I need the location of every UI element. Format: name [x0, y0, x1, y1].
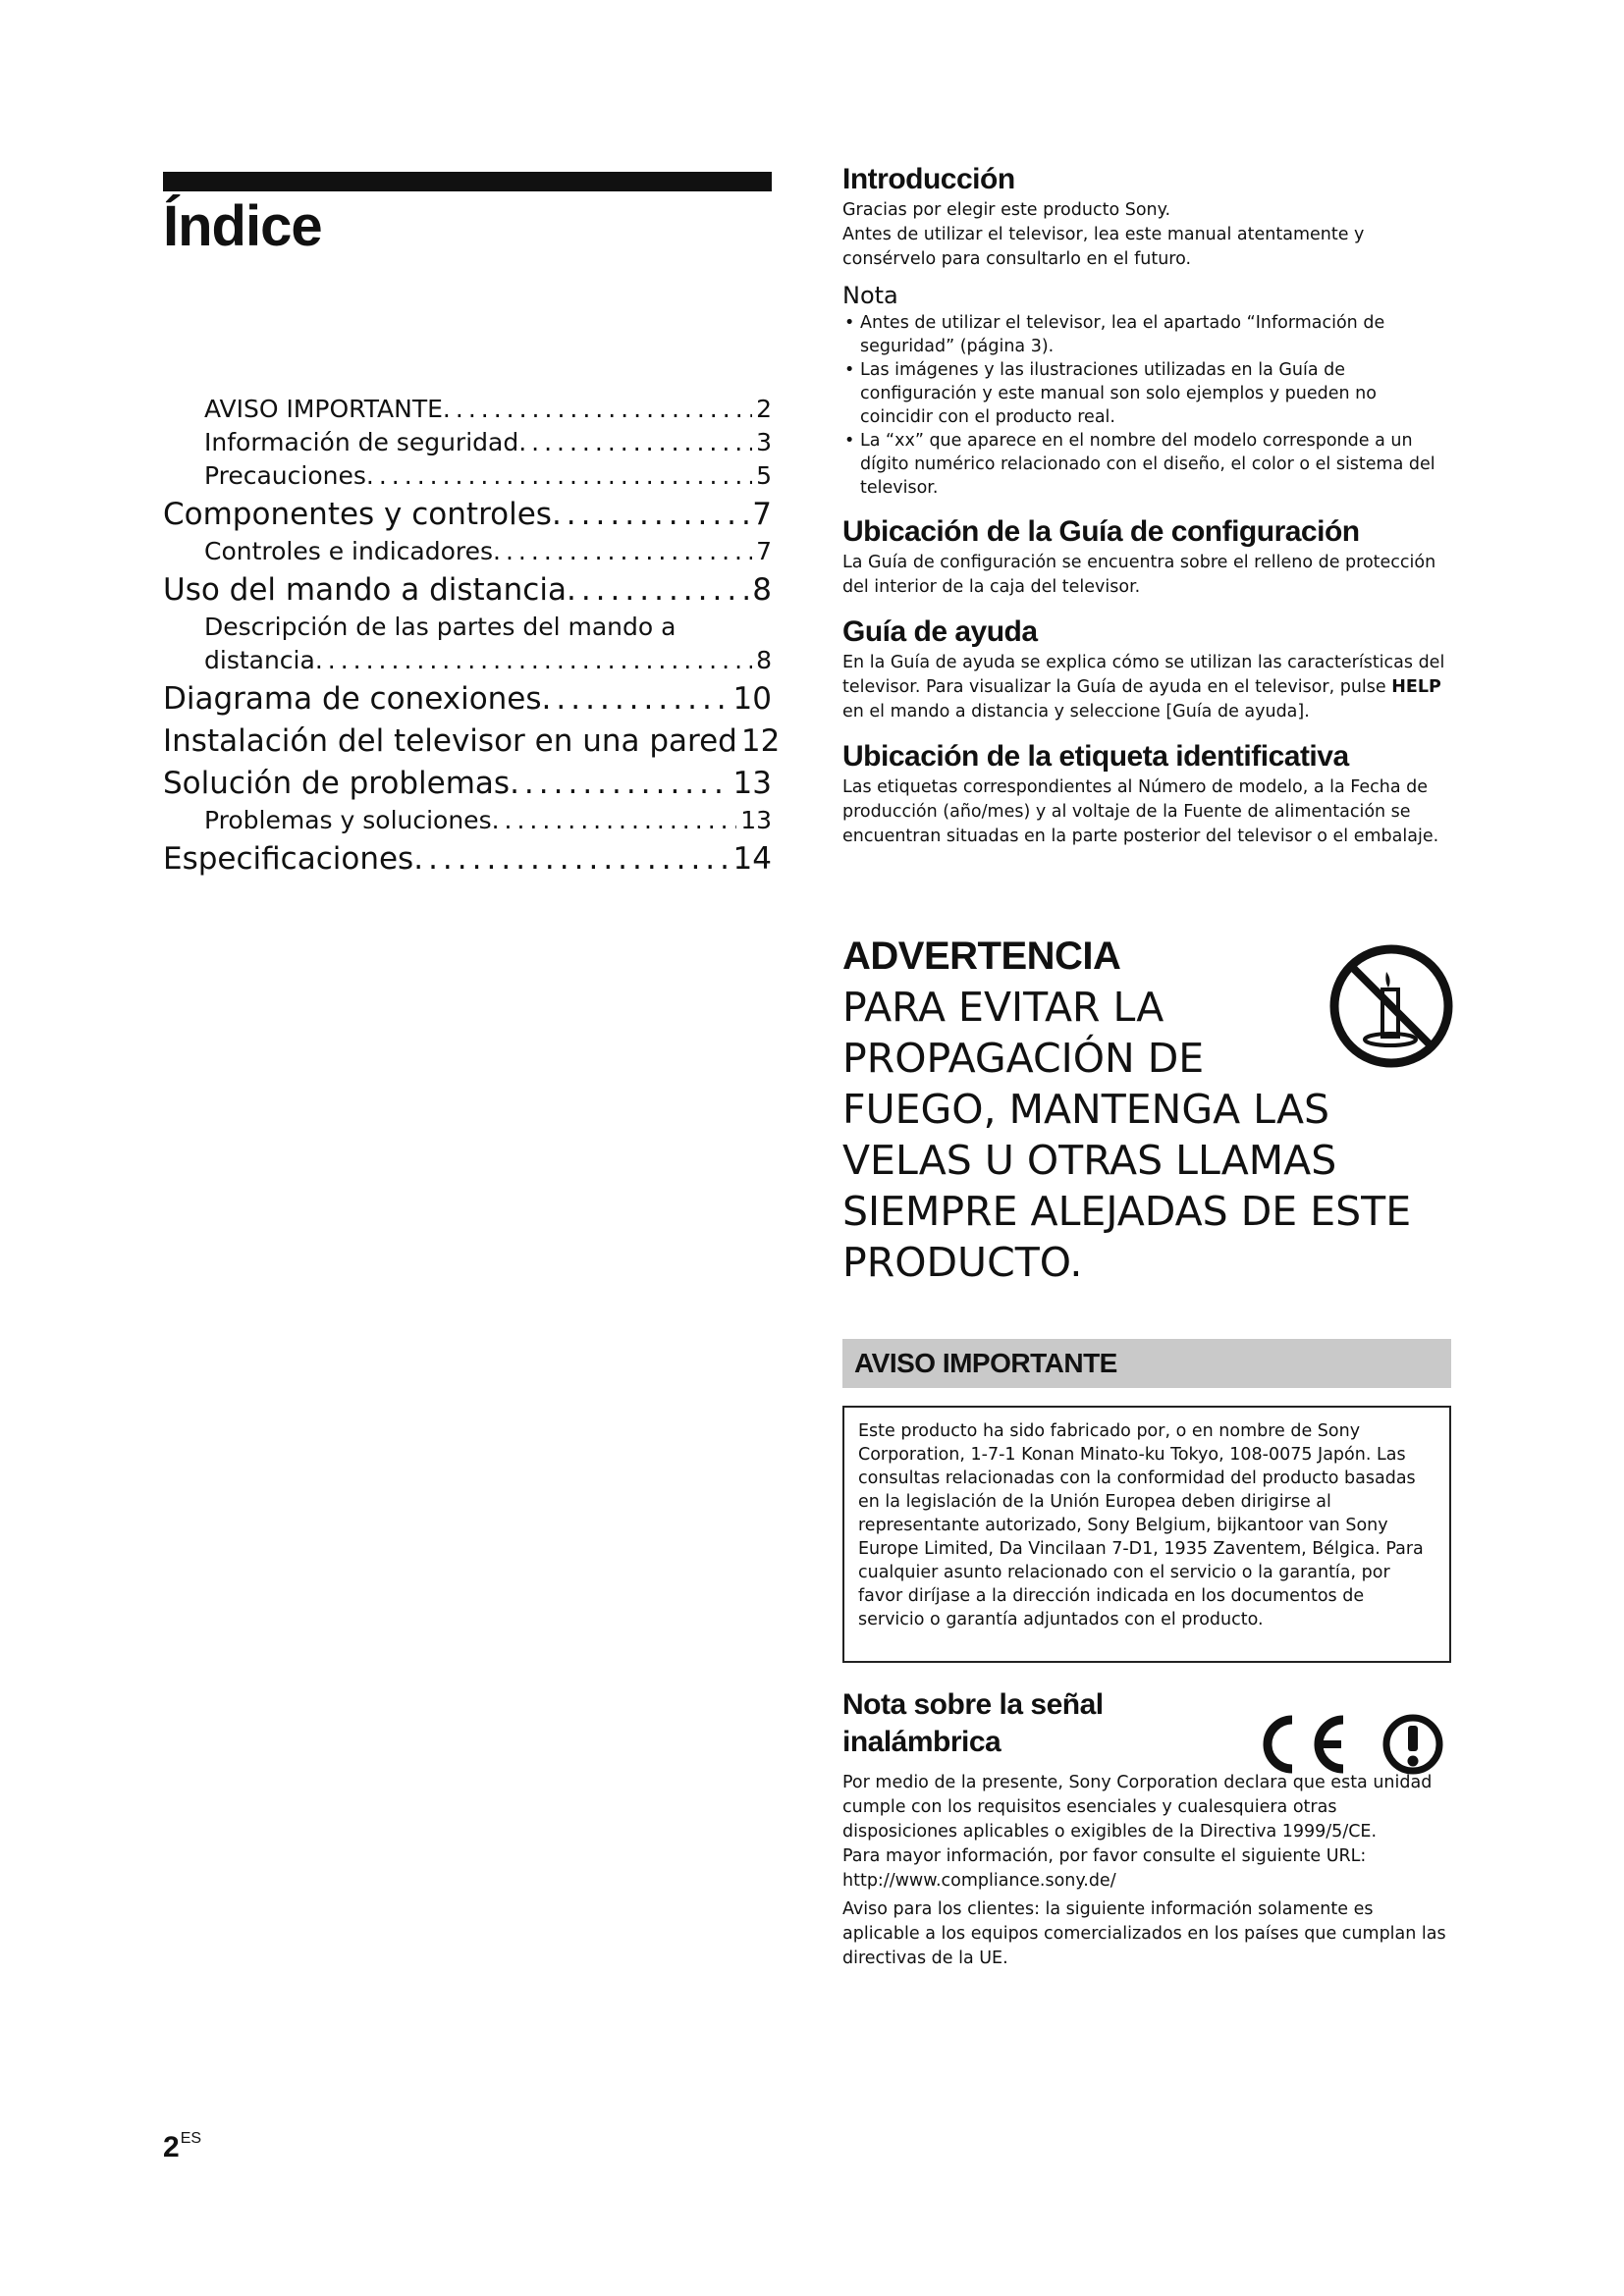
etiqueta-text: Las etiquetas correspondientes al Número de modelo, a la Fecha de producción (año/mes) y al voltaje de la Fuente de alimentación se encuentran situadas en la parte posterior del televisor o el embalaje.: [842, 777, 1439, 846]
no-candle-icon: [1327, 942, 1455, 1070]
alert-circle-icon: [1379, 1710, 1447, 1779]
toc-title: Índice: [163, 194, 322, 258]
toc-entry-page: 14: [732, 841, 772, 877]
toc-entry: [163, 459, 772, 493]
toc-entry-label: Información de seguridad: [204, 428, 519, 456]
toc-leader-dots: [315, 644, 752, 677]
toc-entry-page: 8: [756, 646, 772, 674]
toc-entry-page: 3: [756, 428, 772, 456]
toc-leader-dots: [493, 535, 752, 568]
toc-entry-label: Especificaciones: [163, 841, 414, 877]
guia-config-heading: Ubicación de la Guía de configuración: [842, 515, 1360, 548]
toc-entry-page: 5: [756, 461, 772, 490]
wireless-text-3: Aviso para los clientes: la siguiente información solamente es aplicable a los equipos comercializados en los países que cumplan las directivas de la UE.: [842, 1899, 1446, 1968]
toc-entry-label: Diagrama de conexiones: [163, 681, 542, 717]
toc-entry-page: 7: [752, 497, 772, 532]
toc-entry: [163, 679, 772, 720]
aviso-importante-heading: AVISO IMPORTANTE: [842, 1339, 1451, 1388]
nota-item: • Antes de utilizar el televisor, lea el apartado “Información de seguridad” (página 3).: [842, 311, 1453, 358]
warning-line: PROPAGACIÓN DE: [842, 1035, 1205, 1082]
wireless-heading: Nota sobre la señal inalámbrica: [842, 1688, 1104, 1758]
toc-entry: [163, 495, 772, 535]
toc-leader-dots: [443, 393, 752, 426]
warning-title: ADVERTENCIA: [842, 934, 1121, 978]
etiqueta-heading: Ubicación de la etiqueta identificativa: [842, 740, 1349, 773]
toc-entry: [163, 426, 772, 459]
nota-heading: Nota: [842, 282, 898, 309]
toc-leader-dots: [366, 459, 752, 493]
page-number: $2^{ES}$: [163, 2130, 202, 2163]
toc-entry-page: 2: [756, 395, 772, 423]
nota-item: • Las imágenes y las ilustraciones utilizadas en la Guía de configuración y este manual son solo ejemplos y pueden no coincidir con el producto real.: [842, 358, 1453, 429]
wireless-text-2: Para mayor información, por favor consulte el siguiente URL: http://www.compliance.sony.de/: [842, 1846, 1367, 1891]
toc-entry: [163, 839, 772, 880]
warning-line: PARA EVITAR LA: [842, 984, 1164, 1031]
toc-entry: [163, 804, 772, 837]
nota-list: [842, 311, 1453, 500]
warning-line: SIEMPRE ALEJADAS DE ESTE: [842, 1188, 1412, 1235]
toc-entry-label: Componentes y controles: [163, 497, 552, 532]
help-key: HELP: [1391, 677, 1441, 697]
toc-leader-dots: [518, 426, 752, 459]
wireless-section: [842, 1686, 1453, 1971]
toc-entry-page: 8: [752, 572, 772, 608]
toc-list: [163, 393, 781, 880]
toc-entry: [163, 535, 772, 568]
toc-entry: [163, 393, 772, 426]
toc-entry-page: 10: [732, 681, 772, 717]
toc-entry-page: 12: [740, 723, 781, 759]
toc-leader-dots: [492, 804, 737, 837]
toc-entry: [163, 764, 772, 804]
intro-text-1: Gracias por elegir este producto Sony.: [842, 200, 1171, 220]
toc-entry-label: Uso del mando a distancia: [163, 572, 567, 608]
toc-entry-label: Controles e indicadores: [204, 537, 494, 565]
toc-entry-label: Problemas y soluciones: [204, 806, 492, 834]
toc-entry: [163, 721, 781, 762]
guia-ayuda-heading: Guía de ayuda: [842, 615, 1038, 648]
guia-ayuda-text: En la Guía de ayuda se explica cómo se utilizan las características del televisor. Para visualizar la Guía de ayuda en el televisor, pulse HELP en el mando a distancia y seleccione [Guía de ayuda].: [842, 653, 1445, 721]
toc-entry-label: distancia: [204, 646, 315, 674]
toc-entry-label: AVISO IMPORTANTE: [204, 395, 443, 423]
toc-entry: [163, 570, 772, 611]
toc-entry-page: 13: [732, 766, 772, 801]
toc-entry-label: Precauciones: [204, 461, 366, 490]
toc-leader-dots: [552, 495, 748, 535]
toc-leader-dots: [413, 839, 729, 880]
warning-line: VELAS U OTRAS LLAMAS: [842, 1137, 1337, 1184]
toc-leader-dots: [510, 764, 729, 804]
toc-entry-page: 13: [740, 806, 772, 834]
toc-entry: Descripción de las partes del mando a: [204, 613, 677, 641]
toc-title-bar: [163, 172, 772, 191]
aviso-importante-box: Este producto ha sido fabricado por, o en nombre de Sony Corporation, 1-7-1 Konan Minato-ku Tokyo, 108-0075 Japón. Las consultas relacionadas con la conformidad del producto basadas en la legislación de la Unión Europea deben dirigirse al representante autorizado, Sony Belgium, bijkantoor van Sony Europe Limited, Da Vincilaan 7-D1, 1935 Zaventem, Bélgica. Para cualquier asunto relacionado con el servicio o la garantía, por favor diríjase a la dirección indicada en los documentos de servicio o garantía adjuntados con el producto.: [842, 1406, 1451, 1663]
toc-leader-dots: [567, 570, 748, 611]
toc-entry-label: Solución de problemas: [163, 766, 511, 801]
toc-entry-label: Instalación del televisor en una pared: [163, 723, 737, 759]
warning-line: PRODUCTO.: [842, 1239, 1083, 1286]
ce-mark-icon: [1255, 1710, 1353, 1779]
toc-entry-page: 7: [756, 537, 772, 565]
toc-leader-dots: [542, 679, 730, 720]
toc-entry: [163, 644, 772, 677]
intro-heading: Introducción: [842, 163, 1015, 195]
right-column: [842, 161, 1453, 849]
warning-line: FUEGO, MANTENGA LAS: [842, 1086, 1330, 1133]
guia-config-text: La Guía de configuración se encuentra sobre el relleno de protección del interior de la caja del televisor.: [842, 553, 1436, 597]
wireless-text-1: Por medio de la presente, Sony Corporation declara que esta unidad cumple con los requisitos esenciales y cualesquiera otras disposiciones aplicables o exigibles de la Directiva 1999/5/CE.: [842, 1773, 1433, 1842]
nota-item: • La “xx” que aparece en el nombre del modelo corresponde a un dígito numérico relacionado con el diseño, el color o el sistema del televisor.: [842, 429, 1453, 500]
intro-text-2: Antes de utilizar el televisor, lea este manual atentamente y consérvelo para consultarlo en el futuro.: [842, 225, 1365, 269]
